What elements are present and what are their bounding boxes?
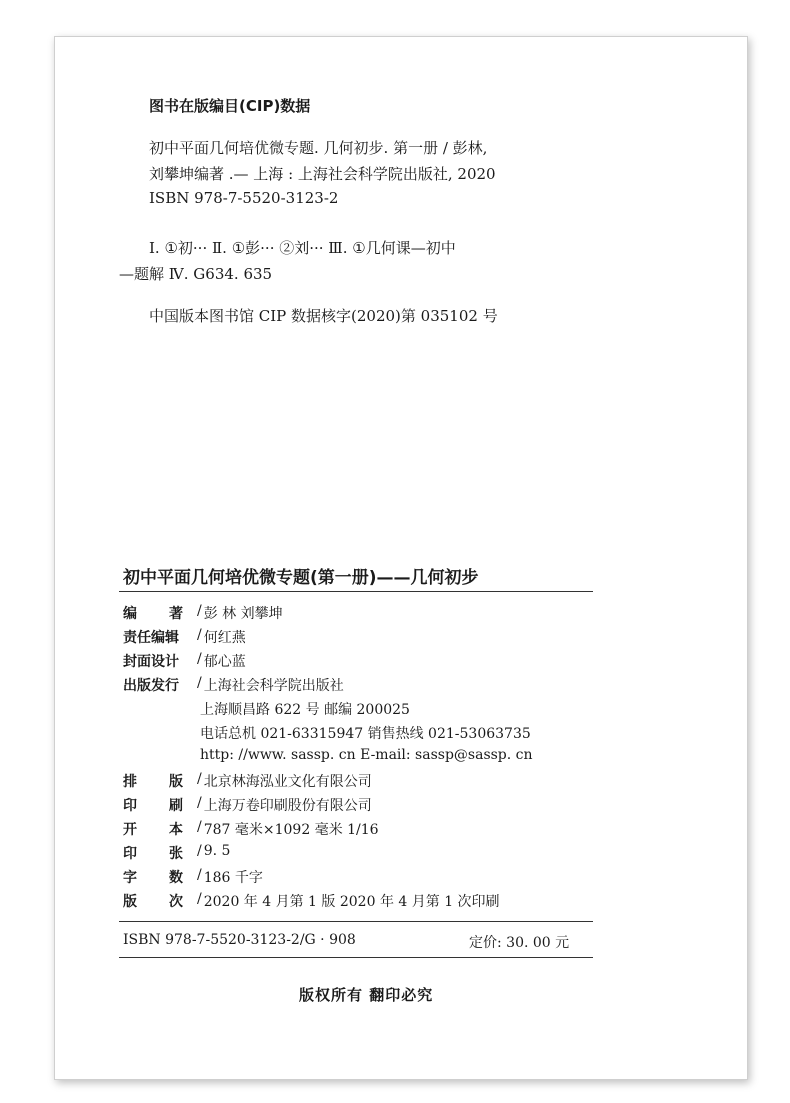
print-label: 印刷: [123, 798, 183, 814]
author-value: 彭 林 刘攀坤: [203, 606, 283, 622]
format-label: 开本: [123, 822, 183, 838]
publisher-label: 出版发行: [123, 678, 179, 694]
cover-label: 封面设计: [123, 654, 179, 670]
title-rule: [119, 591, 593, 592]
cip-line-1: 初中平面几何培优微专题. 几何初步. 第一册 / 彭林,: [149, 139, 488, 157]
cip-line-6: 中国版本图书馆 CIP 数据核字(2020)第 035102 号: [149, 307, 498, 325]
sheets-value: 9. 5: [203, 843, 231, 859]
cip-heading: 图书在版编目(CIP)数据: [149, 97, 311, 115]
copyright-page: [54, 36, 748, 1080]
format-value: 787 毫米×1092 毫米 1/16: [203, 822, 379, 838]
isbn-rule-top: [119, 921, 593, 922]
imprint-cover: 封面设计 / 郁心蓝: [123, 651, 246, 670]
words-label: 字数: [123, 870, 183, 886]
cip-line-5: —题解 Ⅳ. G634. 635: [119, 265, 273, 283]
editor-label: 责任编辑: [123, 630, 179, 646]
edition-label: 版次: [123, 894, 183, 910]
isbn-full: ISBN 978-7-5520-3123-2/G · 908: [123, 932, 356, 948]
cip-line-2: 刘攀坤编著 .— 上海 : 上海社会科学院出版社, 2020: [149, 165, 496, 183]
isbn-rule-bottom: [119, 957, 593, 958]
sheets-label: 印张: [123, 846, 183, 862]
imprint-edition: 版次 / 2020 年 4 月第 1 版 2020 年 4 月第 1 次印刷: [123, 891, 500, 910]
publisher-phone: 电话总机 021-63315947 销售热线 021-53063735: [200, 726, 531, 742]
publisher-address: 上海顺昌路 622 号 邮编 200025: [200, 702, 410, 718]
typeset-value: 北京林海泓业文化有限公司: [203, 774, 372, 790]
editor-value: 何红燕: [203, 630, 246, 646]
author-label: 编著: [123, 606, 183, 622]
edition-value: 2020 年 4 月第 1 版 2020 年 4 月第 1 次印刷: [203, 894, 500, 910]
typeset-label: 排版: [123, 774, 183, 790]
cip-line-3: ISBN 978-7-5520-3123-2: [149, 189, 339, 207]
words-value: 186 千字: [203, 870, 263, 886]
imprint-words: 字数 / 186 千字: [123, 867, 263, 886]
publisher-value: 上海社会科学院出版社: [203, 678, 344, 694]
imprint-author: 编著 / 彭 林 刘攀坤: [123, 603, 283, 622]
cover-value: 郁心蓝: [203, 654, 246, 670]
imprint-typeset: 排版 / 北京林海泓业文化有限公司: [123, 771, 372, 790]
imprint-publisher: 出版发行 / 上海社会科学院出版社: [123, 675, 344, 694]
rights-notice: 版权所有 翻印必究: [299, 986, 434, 1004]
imprint-format: 开本 / 787 毫米×1092 毫米 1/16: [123, 819, 379, 838]
price: 定价: 30. 00 元: [469, 935, 570, 951]
imprint-print: 印刷 / 上海万卷印刷股份有限公司: [123, 795, 372, 814]
imprint-sheets: 印张 / 9. 5: [123, 843, 231, 862]
imprint-editor: 责任编辑 / 何红燕: [123, 627, 246, 646]
print-value: 上海万卷印刷股份有限公司: [203, 798, 372, 814]
publisher-web: http: //www. sassp. cn E-mail: sassp@sassp. cn: [200, 747, 533, 763]
book-title: 初中平面几何培优微专题(第一册)——几何初步: [123, 568, 479, 588]
cip-line-4: Ⅰ. ①初··· Ⅱ. ①彭··· ②刘··· Ⅲ. ①几何课—初中: [149, 239, 456, 257]
